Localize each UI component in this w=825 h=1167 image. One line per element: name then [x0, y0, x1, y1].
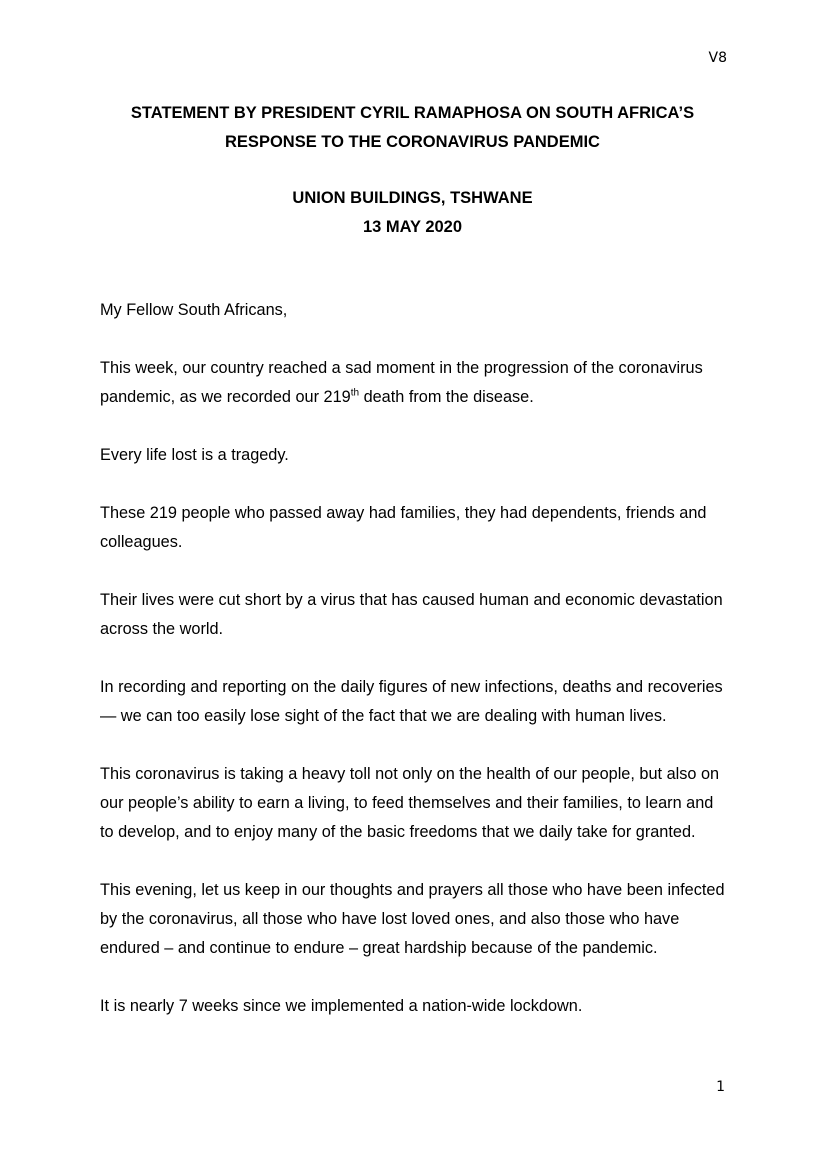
paragraph-5: In recording and reporting on the daily figures of new infections, deaths and recoveries — we can too easily lose sight of the fact that we are dealing with human lives.: [100, 678, 723, 725]
paragraph-1: [100, 354, 725, 412]
paragraph-2: Every life lost is a tragedy.: [100, 446, 289, 464]
paragraph-1-text-end: death from the disease.: [359, 388, 534, 406]
statement-body: [100, 296, 725, 1050]
document-title: [0, 99, 825, 157]
ordinal-suffix: th: [350, 387, 360, 399]
location-place: UNION BUILDINGS, TSHWANE: [292, 189, 533, 207]
statement-date: 13 MAY 2020: [362, 218, 463, 236]
title-line-1: STATEMENT BY PRESIDENT CYRIL RAMAPHOSA ON SOUTH AFRICA’S: [130, 104, 695, 122]
paragraph-6: This coronavirus is taking a heavy toll not only on the health of our people, but also on our people’s ability to earn a living, to feed themselves and their families, to learn and to develop, and to enjoy many of the basic freedoms that we daily take for granted.: [100, 765, 720, 841]
paragraph-7: This evening, let us keep in our thoughts and prayers all those who have been infected by the coronavirus, all those who have lost loved ones, and also those who have endured – and continue to endure – great hardship because of the pandemic.: [100, 881, 725, 957]
document-version: V8: [708, 50, 727, 66]
paragraph-8: It is nearly 7 weeks since we implemented a nation-wide lockdown.: [100, 997, 583, 1015]
paragraph-1-text: This week, our country reached a sad moment in the progression of the coronavirus pandemic, as we recorded our 219: [100, 359, 703, 406]
title-line-2: RESPONSE TO THE CORONAVIRUS PANDEMIC: [225, 133, 600, 151]
salutation: My Fellow South Africans,: [100, 301, 288, 319]
page-number: 1: [716, 1079, 725, 1095]
location-date-block: [0, 184, 825, 242]
paragraph-4: Their lives were cut short by a virus that has caused human and economic devastation across the world.: [100, 591, 723, 638]
paragraph-3: These 219 people who passed away had families, they had dependents, friends and colleagues.: [100, 504, 707, 551]
